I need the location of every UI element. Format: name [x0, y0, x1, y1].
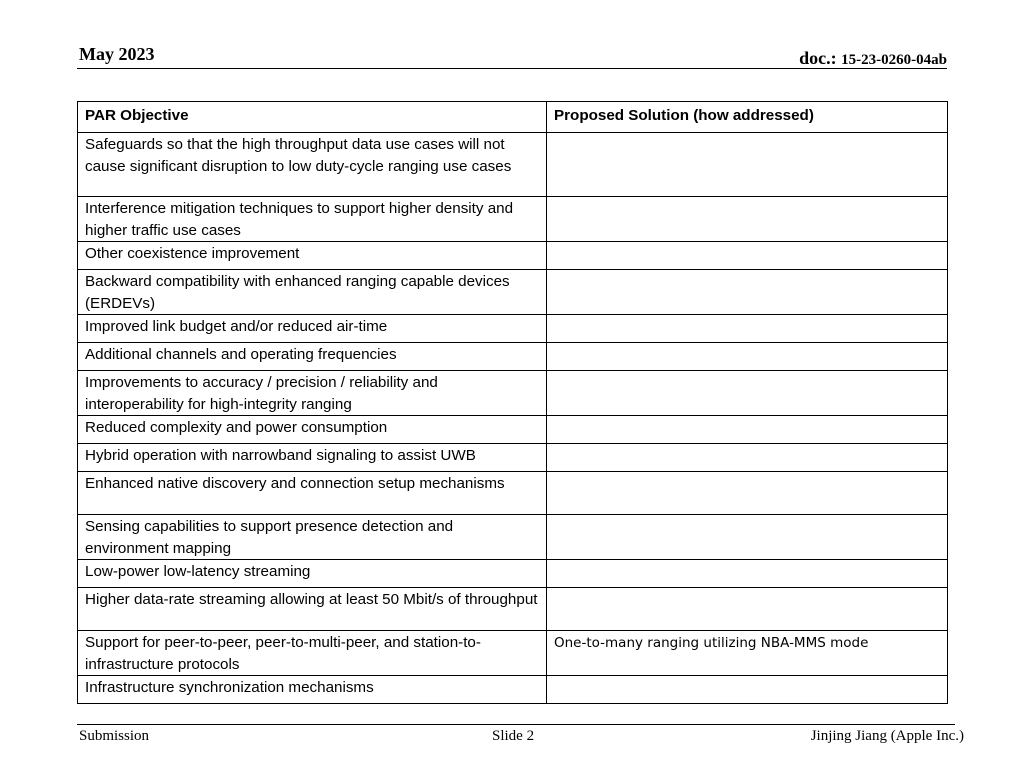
objective-cell: Improved link budget and/or reduced air-time — [78, 315, 547, 343]
table-row — [78, 515, 948, 560]
table-row — [78, 197, 948, 242]
table-row — [78, 315, 948, 343]
objective-cell: Interference mitigation techniques to support higher density and higher traffic use cases — [78, 197, 547, 242]
doc-number: 15-23-0260-04ab — [841, 52, 947, 68]
solution-cell — [547, 444, 948, 472]
solution-cell — [547, 676, 948, 704]
doc-label: doc.: — [799, 48, 837, 68]
table-row — [78, 133, 948, 197]
par-objectives-table — [77, 101, 948, 704]
table-row — [78, 343, 948, 371]
objective-cell: Enhanced native discovery and connection setup mechanisms — [78, 472, 547, 515]
solution-cell: One-to-many ranging utilizing NBA-MMS mode — [547, 631, 948, 676]
solution-cell — [547, 343, 948, 371]
column-header-solution: Proposed Solution (how addressed) — [547, 102, 948, 133]
table-header-row — [78, 102, 948, 133]
solution-cell — [547, 588, 948, 631]
footer-submission: Submission — [79, 728, 150, 744]
footer-divider — [77, 724, 955, 725]
objective-cell: Reduced complexity and power consumption — [78, 416, 547, 444]
table-row — [78, 472, 948, 515]
objective-cell: Other coexistence improvement — [78, 242, 547, 270]
solution-cell — [547, 371, 948, 416]
table-row — [78, 631, 948, 676]
objective-cell: Additional channels and operating frequencies — [78, 343, 547, 371]
solution-cell — [547, 560, 948, 588]
objective-cell: Hybrid operation with narrowband signaling to assist UWB — [78, 444, 547, 472]
table-row — [78, 444, 948, 472]
objective-cell: Sensing capabilities to support presence detection and environment mapping — [78, 515, 547, 560]
solution-cell — [547, 472, 948, 515]
solution-cell — [547, 315, 948, 343]
objective-cell: Support for peer-to-peer, peer-to-multi-peer, and station-to-infrastructure protocols — [78, 631, 547, 676]
solution-cell — [547, 242, 948, 270]
objective-cell: Higher data-rate streaming allowing at least 50 Mbit/s of throughput — [78, 588, 547, 631]
column-header-objective: PAR Objective — [78, 102, 547, 133]
solution-cell — [547, 416, 948, 444]
objective-cell: Infrastructure synchronization mechanisms — [78, 676, 547, 704]
table-row — [78, 270, 948, 315]
table-row — [78, 676, 948, 704]
solution-cell — [547, 270, 948, 315]
solution-cell — [547, 197, 948, 242]
objective-cell: Low-power low-latency streaming — [78, 560, 547, 588]
header-doc-id — [799, 48, 947, 69]
objective-cell: Improvements to accuracy / precision / reliability and interoperability for high-integrity ranging — [78, 371, 547, 416]
table-row — [78, 371, 948, 416]
objective-cell: Safeguards so that the high throughput data use cases will not cause significant disruption to low duty-cycle ranging use cases — [78, 133, 547, 197]
solution-cell — [547, 515, 948, 560]
table-row — [78, 560, 948, 588]
table-row — [78, 588, 948, 631]
header-divider — [77, 68, 947, 69]
header-date: May 2023 — [79, 44, 155, 64]
solution-cell — [547, 133, 948, 197]
objective-cell: Backward compatibility with enhanced ranging capable devices (ERDEVs) — [78, 270, 547, 315]
footer-author: Jinjing Jiang (Apple Inc.) — [810, 728, 964, 744]
table-row — [78, 416, 948, 444]
footer-slide-number: Slide 2 — [492, 728, 535, 744]
table-row — [78, 242, 948, 270]
